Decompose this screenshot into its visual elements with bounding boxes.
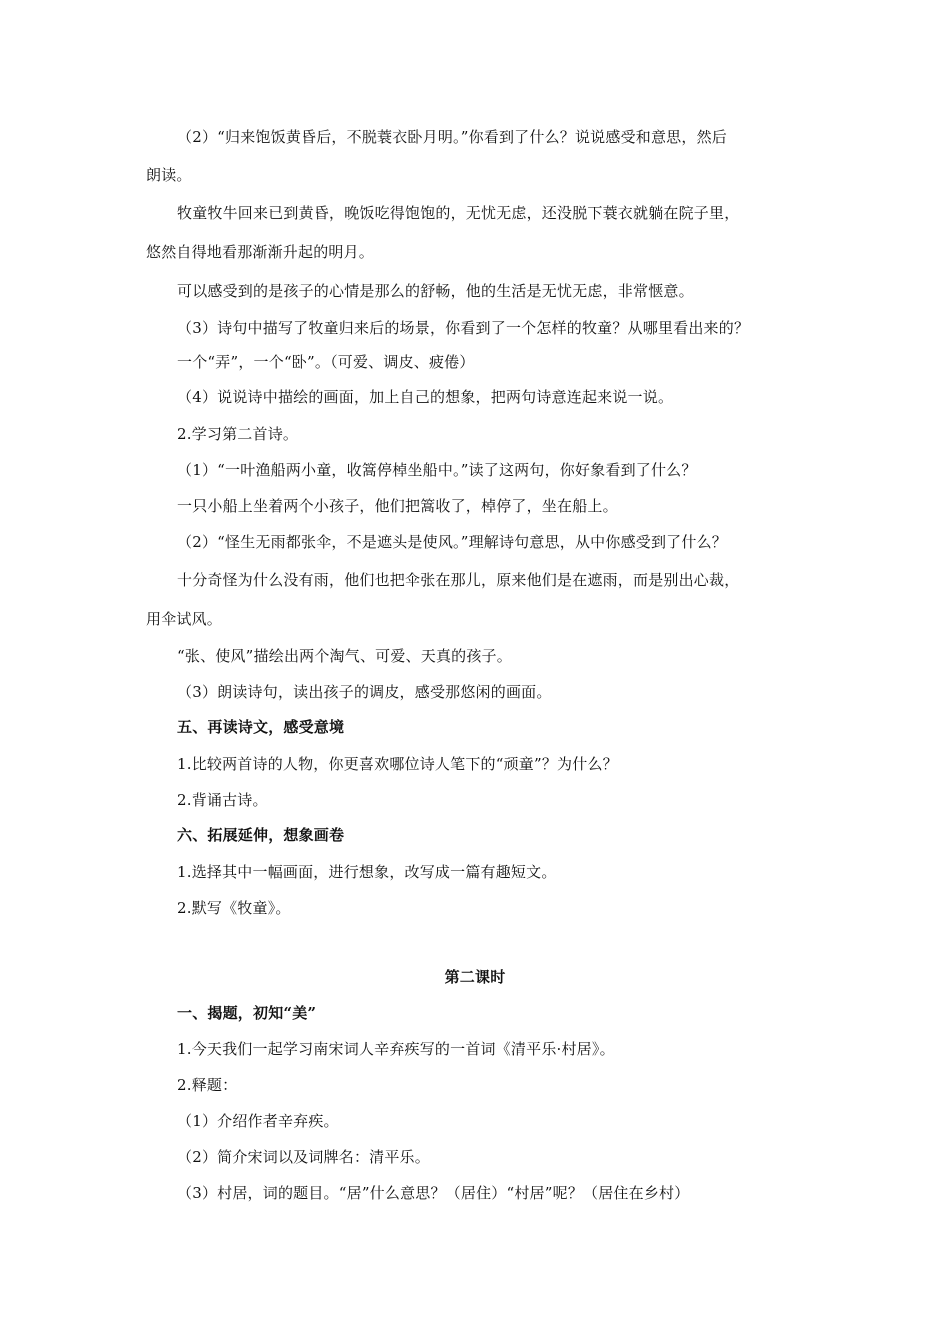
paragraph-line: 2.学习第二首诗。 bbox=[177, 425, 299, 443]
paragraph-line: （2）“怪生无雨都张伞，不是遮头是使风。”理解诗句意思，从中你感受到了什么？ bbox=[177, 533, 727, 551]
paragraph-line: 一个“弄”，一个“卧”。（可爱、调皮、疲倦） bbox=[177, 353, 475, 371]
paragraph-line: 2.默写《牧童》。 bbox=[177, 899, 291, 917]
paragraph-line: 悠然自得地看那渐渐升起的明月。 bbox=[146, 243, 375, 261]
paragraph-line: （1）“一叶渔船两小童，收篙停棹坐船中。”读了这两句，你好象看到了什么？ bbox=[177, 461, 697, 479]
section-heading: 五、再读诗文，感受意境 bbox=[177, 718, 345, 736]
paragraph-line: 朗读。 bbox=[146, 166, 192, 184]
paragraph-line: 十分奇怪为什么没有雨，他们也把伞张在那儿，原来他们是在遮雨，而是别出心裁， bbox=[177, 571, 740, 589]
paragraph-line: 1.今天我们一起学习南宋词人辛弃疾写的一首词《清平乐·村居》。 bbox=[177, 1040, 615, 1058]
paragraph-line: （3）诗句中描写了牧童归来后的场景，你看到了一个怎样的牧童？从哪里看出来的？ bbox=[177, 319, 750, 337]
lesson-title: 第二课时 bbox=[444, 968, 506, 986]
paragraph-line: 2.释题： bbox=[177, 1076, 238, 1094]
paragraph-line: （4）说说诗中描绘的画面，加上自己的想象，把两句诗意连起来说一说。 bbox=[177, 388, 674, 406]
paragraph-line: 一只小船上坐着两个小孩子，他们把篙收了，棹停了，坐在船上。 bbox=[177, 497, 618, 515]
paragraph-line: 牧童牧牛回来已到黄昏，晚饭吃得饱饱的，无忧无虑，还没脱下蓑衣就躺在院子里， bbox=[177, 204, 740, 222]
paragraph-line: 1.比较两首诗的人物，你更喜欢哪位诗人笔下的“顽童”？为什么？ bbox=[177, 755, 618, 773]
paragraph-line: “张、使风”描绘出两个淘气、可爱、天真的孩子。 bbox=[177, 647, 512, 665]
paragraph-line: 1.选择其中一幅画面，进行想象，改写成一篇有趣短文。 bbox=[177, 863, 557, 881]
paragraph-line: 2.背诵古诗。 bbox=[177, 791, 268, 809]
paragraph-line: 用伞试风。 bbox=[146, 610, 223, 628]
paragraph-line: （2）简介宋词以及词牌名：清平乐。 bbox=[177, 1148, 430, 1166]
paragraph-line: （3）朗读诗句，读出孩子的调皮，感受那悠闲的画面。 bbox=[177, 683, 552, 701]
paragraph-line: （3）村居，词的题目。“居”什么意思？（居住）“村居”呢？（居住在乡村） bbox=[177, 1184, 690, 1202]
section-heading: 六、拓展延伸，想象画卷 bbox=[177, 826, 345, 844]
paragraph-line: （2）“归来饱饭黄昏后，不脱蓑衣卧月明。”你看到了什么？说说感受和意思，然后 bbox=[177, 128, 727, 146]
paragraph-line: 可以感受到的是孩子的心情是那么的舒畅，他的生活是无忧无虑，非常惬意。 bbox=[177, 282, 694, 300]
section-heading: 一、揭题，初知“美” bbox=[177, 1004, 317, 1022]
paragraph-line: （1）介绍作者辛弃疾。 bbox=[177, 1112, 339, 1130]
